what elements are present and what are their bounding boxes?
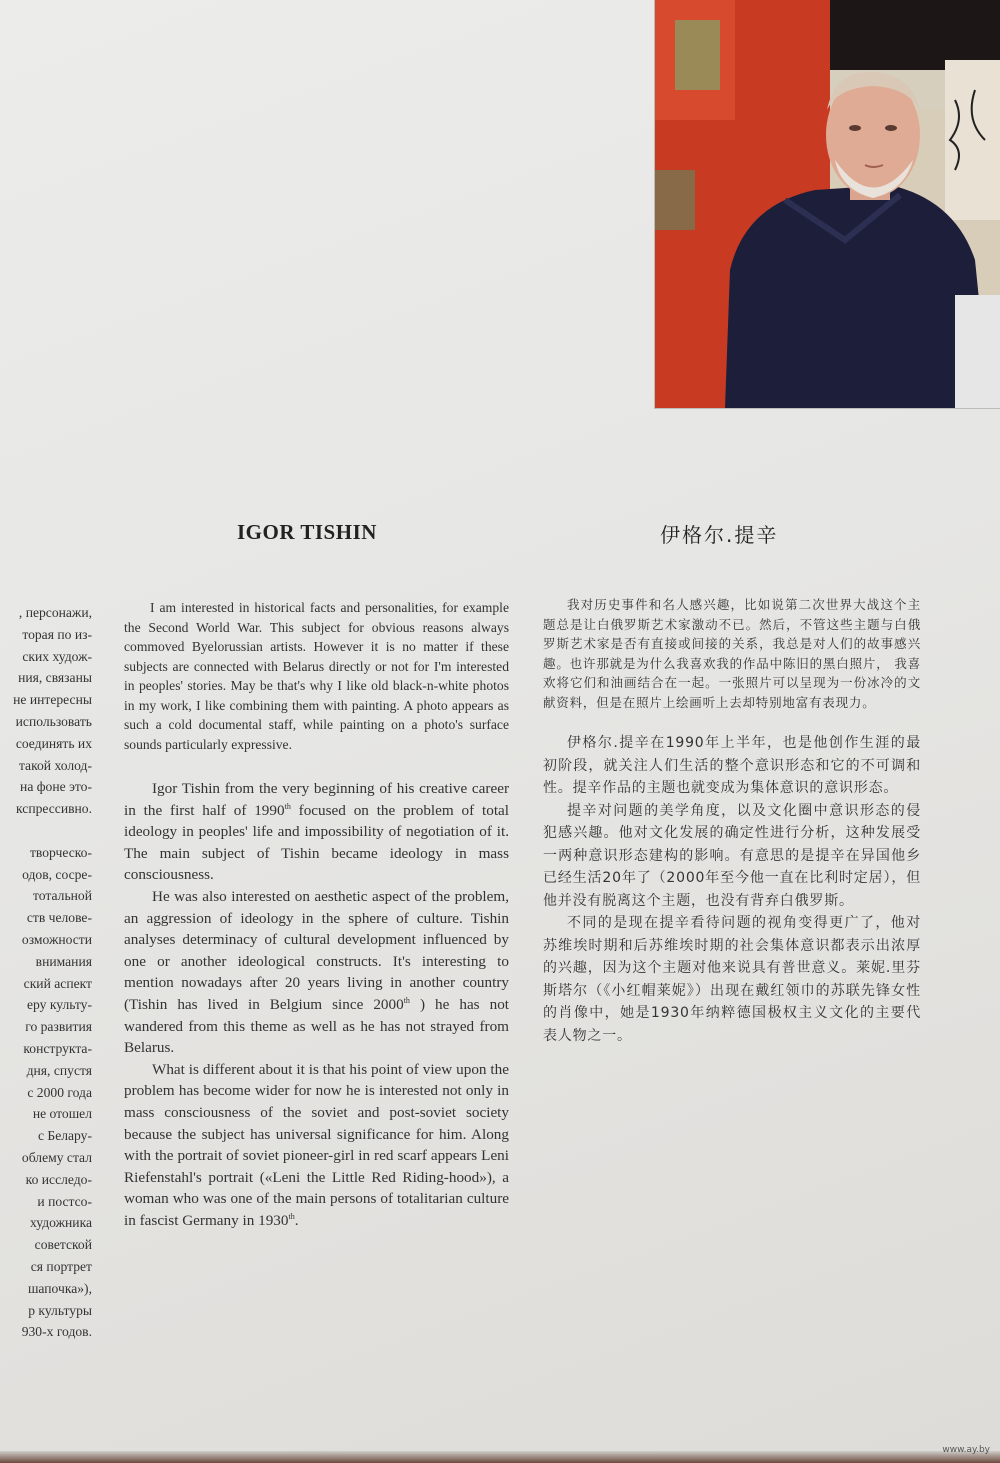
russian-line: одов, сосре- bbox=[22, 866, 92, 882]
russian-line: ский аспект bbox=[23, 975, 92, 991]
russian-line: ся портрет bbox=[30, 1258, 92, 1274]
russian-line: художника bbox=[30, 1215, 92, 1231]
paragraph-gap bbox=[0, 820, 92, 842]
russian-line: ств челове- bbox=[26, 910, 92, 926]
russian-line: дня, спустя bbox=[26, 1062, 92, 1078]
watermark: www.ay.by bbox=[942, 1445, 990, 1455]
russian-line: торая по из- bbox=[22, 626, 92, 642]
english-paragraph bbox=[124, 886, 509, 1059]
page-bottom-edge bbox=[0, 1451, 1000, 1463]
russian-line: , персонажи, bbox=[18, 605, 92, 620]
russian-line: не интересны bbox=[13, 692, 92, 708]
chinese-title: 伊格尔.提辛 bbox=[660, 523, 779, 547]
russian-line: го развития bbox=[25, 1019, 92, 1035]
russian-line: тотальной bbox=[33, 888, 92, 904]
russian-line: конструкта- bbox=[23, 1040, 92, 1056]
russian-line: советской bbox=[34, 1237, 92, 1253]
english-paragraph-text: Igor Tishin from the very beginning of his creative career in the first half of 1990 bbox=[124, 780, 509, 819]
russian-line: кспрессивно. bbox=[16, 801, 92, 817]
russian-line: соединять их bbox=[15, 735, 92, 751]
russian-line: использовать bbox=[15, 713, 92, 729]
russian-line: шапочка»), bbox=[27, 1280, 92, 1296]
russian-line: и постсо- bbox=[37, 1193, 92, 1209]
russian-line: с 2000 года bbox=[27, 1084, 92, 1100]
russian-line: озможности bbox=[21, 931, 92, 947]
chinese-quote-paragraph: 我对历史事件和名人感兴趣，比如说第二次世界大战这个主题总是让白俄罗斯艺术家激动不已。然后，不管这些主题与白俄罗斯艺术家是否有直接或间接的关系，我总是对人们的故事感兴趣。也许那就是为什么我喜欢我的作品中陈旧的黑白照片， 我喜欢将它们和油画结合在一起。一张照片可以呈现为一份冰冷的文献资料，但是在照片上绘画听上去却特别地富有表现力。 bbox=[543, 597, 921, 710]
artist-portrait-image bbox=[655, 0, 1000, 408]
english-paragraph-text: focused on the problem of total ideology in peoples' life and impossibility of negotiation of it. The main subject of Tishin became ideology in mass consciousness. bbox=[124, 801, 509, 884]
english-paragraph-text: . bbox=[294, 1211, 299, 1229]
artist-photo bbox=[655, 0, 1000, 408]
english-paragraph-text: He was also interested on aesthetic aspect of the problem, an aggression of ideology in the sphere of culture. Tishin analyses determinacy of cultural development influenced by one or another ideological constructs. It's interesting to mention nowadays after 20 years living in another country (Tishin has lived in Belgium since 2000 bbox=[124, 887, 509, 1013]
russian-text-column bbox=[0, 602, 92, 1343]
english-paragraph bbox=[124, 778, 509, 886]
chinese-paragraph: 伊格尔.提辛在1990年上半年，也是他创作生涯的最初阶段，就关注人们生活的整个意识形态和它的不可调和性。提辛作品的主题也就变成为集体意识的意识形态。 bbox=[543, 735, 921, 796]
superscript: th bbox=[288, 1211, 295, 1221]
chinese-paragraph: 提辛对问题的美学角度，以及文化圈中意识形态的侵犯感兴趣。他对文化发展的确定性进行分析，这种发展受一两种意识形态建构的影响。有意思的是提辛在异国他乡已经生活20年了（2000年至今他一直在比利时定居），但他并没有脱离这个主题，也没有背弃白俄罗斯。 bbox=[543, 802, 921, 909]
russian-line: ко исследо- bbox=[25, 1171, 92, 1187]
superscript: th bbox=[403, 995, 410, 1005]
russian-line: 930-х годов. bbox=[21, 1324, 92, 1340]
russian-line: ских худож- bbox=[22, 648, 92, 664]
english-paragraph-text: What is different about it is that his point of view upon the problem has become wider for now he is interested not only in mass consciousness of the soviet and post-soviet society because the subject has universal significance for him. Along with the portrait of soviet pioneer-girl in red scarf appears Leni Riefenstahl's portrait («Leni the Little Red Riding-hood»), a woman who was one of the main persons of totalitarian culture in fascist Germany in 1930 bbox=[124, 1060, 509, 1229]
russian-line: с Белару- bbox=[37, 1128, 92, 1144]
russian-line: р культуры bbox=[28, 1302, 92, 1318]
chinese-text-column bbox=[543, 595, 921, 1047]
english-title: IGOR TISHIN bbox=[237, 520, 377, 544]
english-text-column bbox=[124, 598, 509, 1231]
superscript: th bbox=[284, 801, 291, 811]
russian-line: еру культу- bbox=[26, 997, 92, 1013]
english-paragraph-text: ) he has not wandered from this theme as well as he has not strayed from Belarus. bbox=[124, 995, 510, 1057]
russian-line: творческо- bbox=[29, 844, 92, 860]
russian-line: не отошел bbox=[32, 1106, 92, 1122]
english-quote-paragraph: I am interested in historical facts and personalities, for example the Second World War. This subject for obvious reasons always commoved Byelorussian artists. However it is no matter if these subjects are connected with Belarus directly or not for I'm interested in peoples' stories. May be that's why I like old black-n-white photos in my work, I like combining them with painting. A photo appears as such a cold documental staff, while painting on a photo's surface sounds particularly expressive. bbox=[124, 600, 509, 752]
chinese-paragraph: 不同的是现在提辛看待问题的视角变得更广了，他对苏维埃时期和后苏维埃时期的社会集体意识都表示出浓厚的兴趣，因为这个主题对他来说具有普世意义。莱妮.里芬斯塔尔（《小红帽莱妮》）出现在戴红领巾的苏联先锋女性的肖像中，她是1930年纳粹德国极权主义文化的主要代表人物之一。 bbox=[543, 915, 921, 1044]
russian-line: внимания bbox=[35, 953, 92, 969]
english-paragraph bbox=[124, 1059, 509, 1232]
russian-line: ния, связаны bbox=[18, 670, 92, 686]
russian-line: такой холод- bbox=[18, 757, 92, 773]
russian-line: на фоне это- bbox=[20, 779, 92, 795]
russian-line: облему стал bbox=[21, 1149, 92, 1165]
